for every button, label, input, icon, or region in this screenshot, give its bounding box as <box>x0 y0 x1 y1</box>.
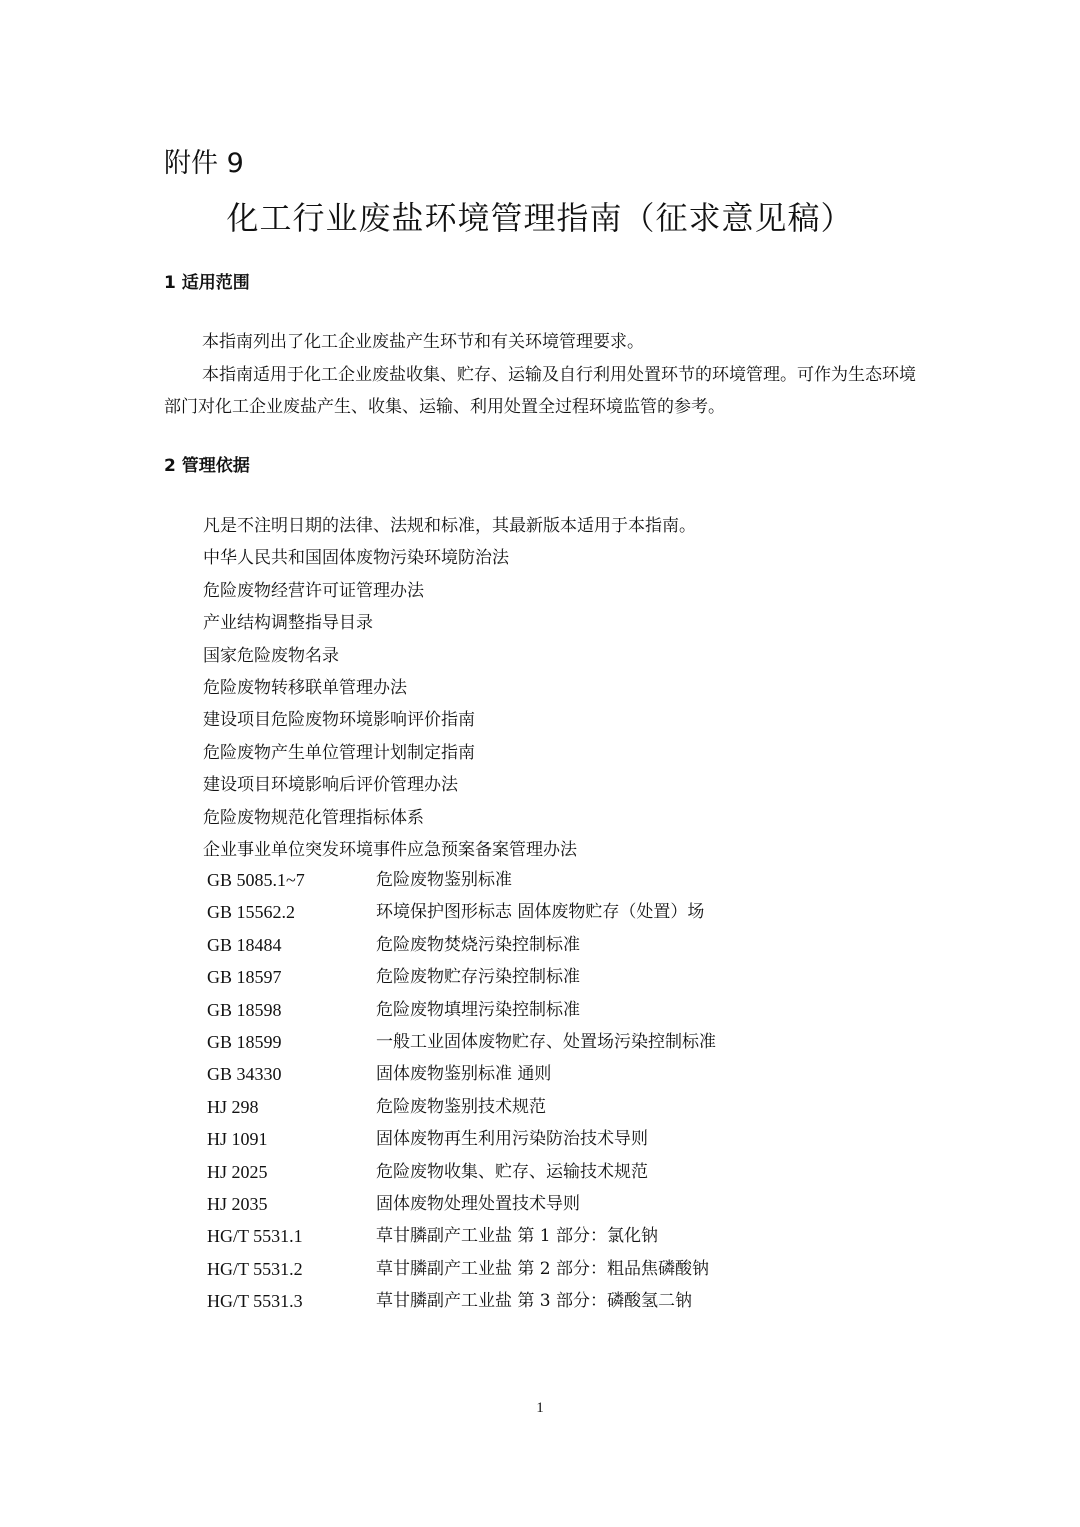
document-title: 化工行业废盐环境管理指南（征求意见稿） <box>226 199 854 237</box>
standard-name: 危险废物填埋污染控制标准 <box>376 999 580 1020</box>
table-row <box>207 1091 716 1123</box>
table-row <box>207 1123 716 1155</box>
standard-code: HJ 2025 <box>207 1161 268 1182</box>
regulation-list <box>203 510 696 866</box>
standard-name: 草甘膦副产工业盐 第 1 部分：氯化钠 <box>376 1226 659 1247</box>
list-item: 危险废物规范化管理指标体系 <box>203 807 424 828</box>
table-row <box>207 1220 716 1252</box>
list-item: 企业事业单位突发环境事件应急预案备案管理办法 <box>203 840 577 861</box>
standard-name: 草甘膦副产工业盐 第 2 部分：粗品焦磷酸钠 <box>376 1258 710 1279</box>
table-row <box>207 1253 716 1285</box>
table-row <box>207 1026 716 1058</box>
list-item: 产业结构调整指导目录 <box>203 613 373 634</box>
standard-code: HG/T 5531.3 <box>207 1291 303 1312</box>
standard-name: 固体废物再生利用污染防治技术导则 <box>376 1129 648 1150</box>
table-row <box>207 1285 716 1317</box>
standard-code: GB 18484 <box>207 934 282 955</box>
standard-code: GB 18598 <box>207 999 282 1020</box>
standard-code: HJ 2035 <box>207 1194 268 1215</box>
table-row <box>207 929 716 961</box>
list-item: 建设项目危险废物环境影响评价指南 <box>203 710 475 731</box>
standard-code: HJ 1091 <box>207 1129 268 1150</box>
section-2-heading: 2 管理依据 <box>164 456 250 476</box>
standards-table <box>207 864 716 1318</box>
list-item: 危险废物转移联单管理办法 <box>203 678 407 699</box>
list-item: 国家危险废物名录 <box>203 645 339 666</box>
standard-name: 危险废物收集、贮存、运输技术规范 <box>376 1161 648 1182</box>
standard-name: 危险废物鉴别技术规范 <box>376 1096 546 1117</box>
intro-line: 凡是不注明日期的法律、法规和标准，其最新版本适用于本指南。 <box>203 516 696 536</box>
standard-name: 危险废物贮存污染控制标准 <box>376 967 580 988</box>
standard-code: GB 34330 <box>207 1064 282 1085</box>
table-row <box>207 994 716 1026</box>
section-1-heading: 1 适用范围 <box>164 273 250 293</box>
list-item: 建设项目环境影响后评价管理办法 <box>203 775 458 796</box>
standard-code: HG/T 5531.1 <box>207 1226 303 1247</box>
section-1-paragraph-1: 本指南列出了化工企业废盐产生环节和有关环境管理要求。 <box>202 332 644 352</box>
standard-code: GB 18597 <box>207 967 282 988</box>
list-item: 中华人民共和国固体废物污染环境防治法 <box>203 548 509 569</box>
page-number: 1 <box>536 1400 544 1416</box>
table-row <box>207 1188 716 1220</box>
table-row <box>207 1058 716 1090</box>
standard-code: HJ 298 <box>207 1096 259 1117</box>
table-row <box>207 896 716 928</box>
standard-code: GB 15562.2 <box>207 902 296 923</box>
list-item: 危险废物经营许可证管理办法 <box>203 580 424 601</box>
standard-name: 危险废物焚烧污染控制标准 <box>376 934 580 955</box>
standard-code: HG/T 5531.2 <box>207 1258 303 1279</box>
standard-name: 环境保护图形标志 固体废物贮存（处置）场 <box>376 902 705 923</box>
standard-name: 一般工业固体废物贮存、处置场污染控制标准 <box>376 1032 716 1053</box>
table-row <box>207 1156 716 1188</box>
standard-code: GB 18599 <box>207 1032 282 1053</box>
table-row <box>207 961 716 993</box>
standard-name: 固体废物鉴别标准 通则 <box>376 1064 552 1085</box>
list-item: 危险废物产生单位管理计划制定指南 <box>203 742 475 763</box>
attachment-label: 附件 9 <box>164 148 244 179</box>
standard-name: 草甘膦副产工业盐 第 3 部分：磷酸氢二钠 <box>376 1291 693 1312</box>
standard-name: 危险废物鉴别标准 <box>376 870 512 890</box>
standard-code: GB 5085.1~7 <box>207 870 305 890</box>
section-1-paragraph-2: 本指南适用于化工企业废盐收集、贮存、运输及自行利用处置环节的环境管理。可作为生态环境部门对化工企业废盐产生、收集、运输、利用处置全过程环境监管的参考。 <box>164 365 916 417</box>
table-row <box>207 864 716 896</box>
standard-name: 固体废物处理处置技术导则 <box>376 1194 580 1215</box>
